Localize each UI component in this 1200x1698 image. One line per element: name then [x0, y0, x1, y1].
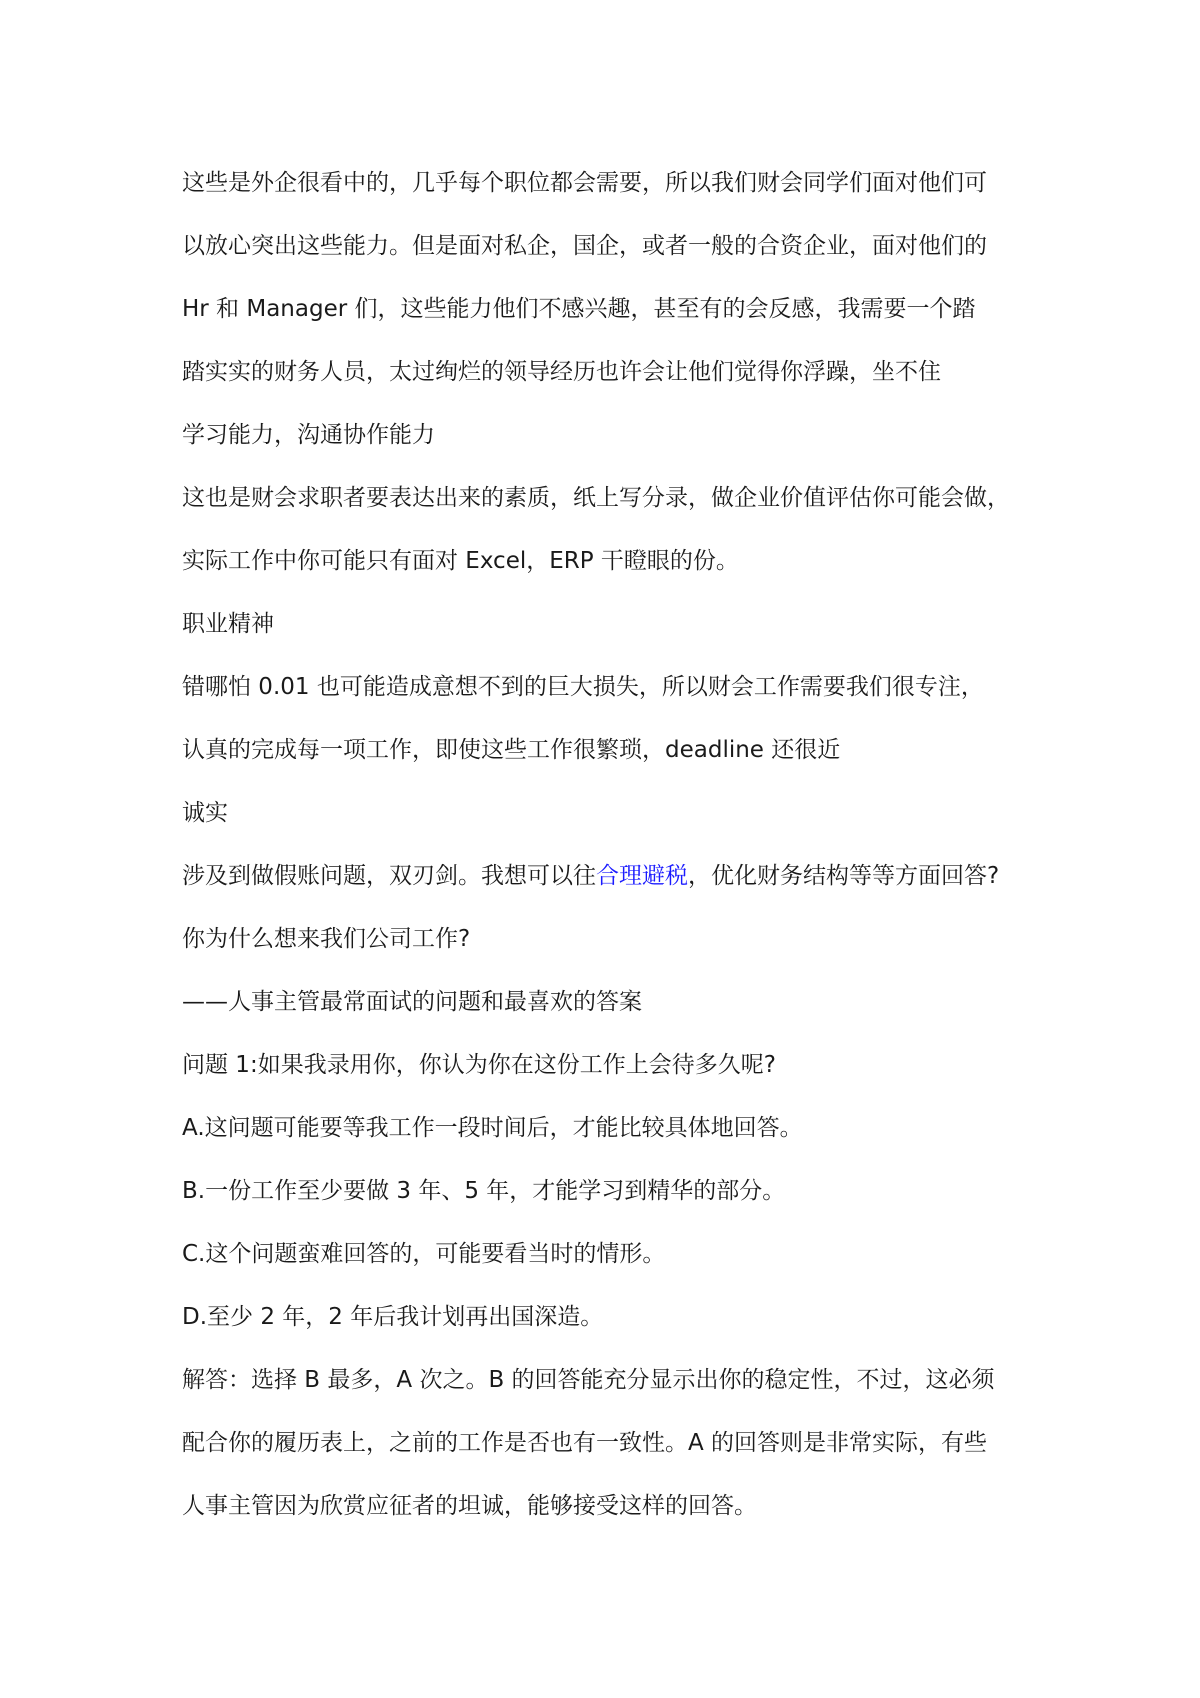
text-line: 这些是外企很看中的，几乎每个职位都会需要，所以我们财会同学们面对他们可: [182, 170, 987, 196]
section-heading: 职业精神: [182, 611, 274, 637]
question-line: 问题 1:如果我录用你，你认为你在这份工作上会待多久呢?: [182, 1052, 776, 1078]
option-b: B.一份工作至少要做 3 年、5 年，才能学习到精华的部分。: [182, 1178, 786, 1204]
section-heading: 诚实: [182, 800, 228, 826]
answer-line: 配合你的履历表上，之前的工作是否也有一致性。A 的回答则是非常实际，有些: [182, 1430, 988, 1456]
text-line: 这也是财会求职者要表达出来的素质，纸上写分录，做企业价值评估你可能会做，: [182, 485, 1010, 511]
option-c: C.这个问题蛮难回答的，可能要看当时的情形。: [182, 1241, 666, 1267]
tax-avoidance-link[interactable]: 合理避税: [596, 863, 688, 889]
option-a: A.这问题可能要等我工作一段时间后，才能比较具体地回答。: [182, 1115, 803, 1141]
text-line: Hr 和 Manager 们，这些能力他们不感兴趣，甚至有的会反感，我需要一个踏: [182, 296, 976, 322]
option-d: D.至少 2 年，2 年后我计划再出国深造。: [182, 1304, 604, 1330]
text-line: 认真的完成每一项工作，即使这些工作很繁琐，deadline 还很近: [182, 737, 841, 763]
section-heading: 学习能力，沟通协作能力: [182, 422, 435, 448]
answer-line: 解答：选择 B 最多，A 次之。B 的回答能充分显示出你的稳定性，不过，这必须: [182, 1367, 995, 1393]
text-fragment: 涉及到做假账问题，双刃剑。我想可以往: [182, 863, 596, 889]
question-title: 你为什么想来我们公司工作?: [182, 926, 471, 952]
text-line: 以放心突出这些能力。但是面对私企，国企，或者一般的合资企业，面对他们的: [182, 233, 987, 259]
answer-line: 人事主管因为欣赏应征者的坦诚，能够接受这样的回答。: [182, 1493, 757, 1519]
document-body: [182, 152, 1042, 1538]
text-line: 实际工作中你可能只有面对 Excel，ERP 干瞪眼的份。: [182, 548, 739, 574]
text-line-with-link: [182, 845, 1042, 908]
text-line: 错哪怕 0.01 也可能造成意想不到的巨大损失，所以财会工作需要我们很专注，: [182, 674, 984, 700]
text-line: 踏实实的财务人员，太过绚烂的领导经历也许会让他们觉得你浮躁，坐不住: [182, 359, 941, 385]
subtitle: ——人事主管最常面试的问题和最喜欢的答案: [182, 989, 642, 1015]
text-fragment: ，优化财务结构等等方面回答?: [688, 863, 1000, 889]
